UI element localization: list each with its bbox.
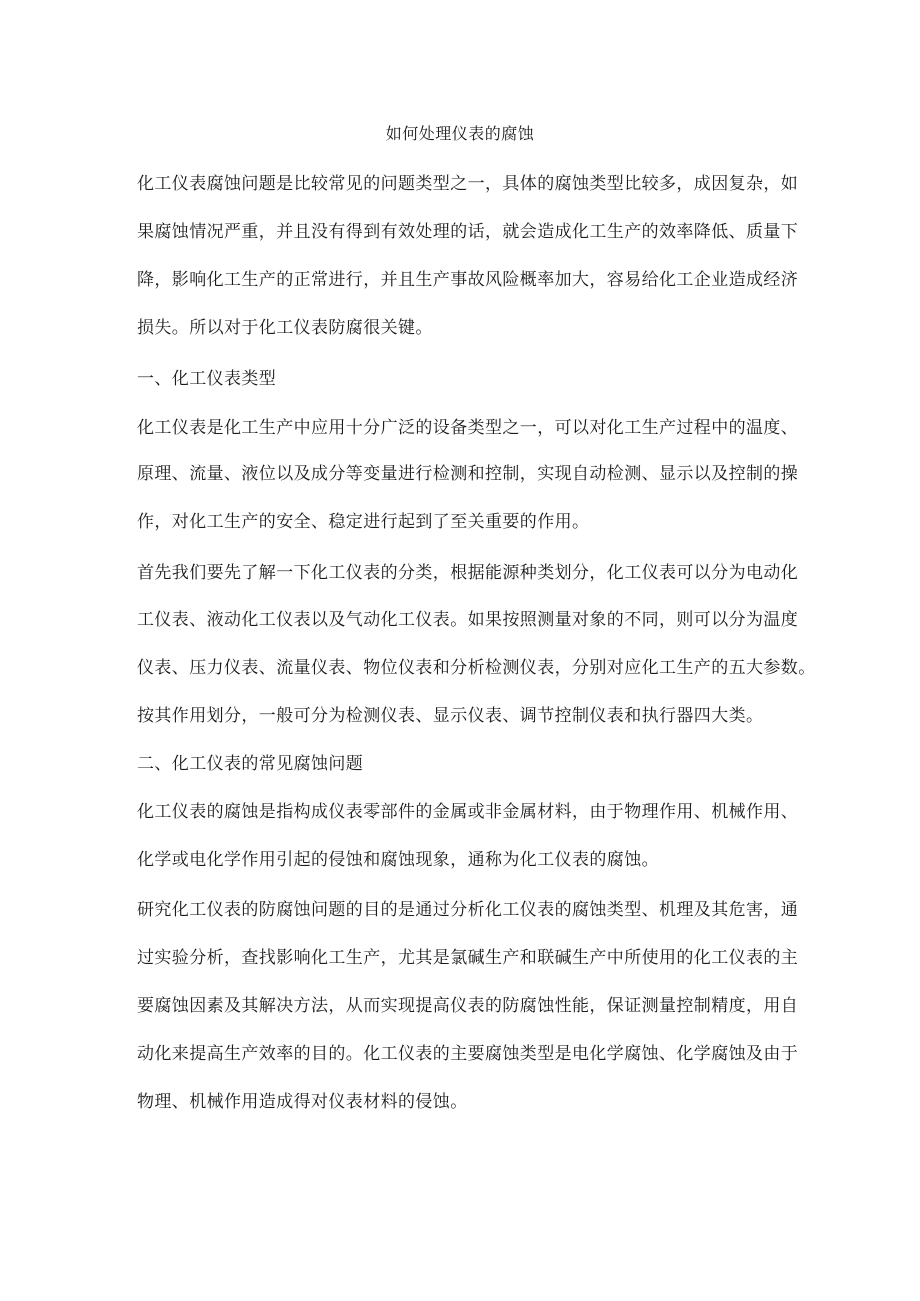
intro-line-3: 降，影响化工生产的正常进行，并且生产事故风险概率加大，容易给化工企业造成经济 (137, 270, 799, 290)
section1-para2-line-1: 首先我们要先了解一下化工仪表的分类，根据能源种类划分，化工仪表可以分为电动化 (137, 563, 799, 583)
intro-line-1: 化工仪表腐蚀问题是比较常见的问题类型之一，具体的腐蚀类型比较多，成因复杂，如 (137, 174, 799, 194)
section1-para1-line-2: 原理、流量、液位以及成分等变量进行检测和控制，实现自动检测、显示以及控制的操 (137, 464, 799, 484)
intro-line-2: 果腐蚀情况严重，并且没有得到有效处理的话，就会造成化工生产的效率降低、质量下 (137, 222, 799, 242)
section1-para2-line-4: 按其作用划分，一般可分为检测仪表、显示仪表、调节控制仪表和执行器四大类。 (137, 706, 764, 726)
section2-para2-line-3: 要腐蚀因素及其解决方法，从而实现提高仪表的防腐蚀性能，保证测量控制精度，用自 (137, 996, 799, 1016)
section2-para2-line-5: 物理、机械作用造成得对仪表材料的侵蚀。 (137, 1092, 468, 1112)
intro-line-4: 损失。所以对于化工仪表防腐很关键。 (137, 318, 433, 338)
document-title: 如何处理仪表的腐蚀 (385, 124, 535, 143)
section2-para1-line-1: 化工仪表的腐蚀是指构成仪表零部件的金属或非金属材料，由于物理作用、机械作用、 (137, 802, 799, 822)
section1-para1-line-3: 作，对化工生产的安全、稳定进行起到了至关重要的作用。 (137, 512, 590, 532)
section1-para2-line-2: 工仪表、液动化工仪表以及气动化工仪表。如果按照测量对象的不同，则可以分为温度 (137, 610, 799, 630)
section-heading-2: 二、化工仪表的常见腐蚀问题 (137, 754, 364, 774)
section1-para1-line-1: 化工仪表是化工生产中应用十分广泛的设备类型之一，可以对化工生产过程中的温度、 (137, 418, 799, 438)
section2-para2-line-1: 研究化工仪表的防腐蚀问题的目的是通过分析化工仪表的腐蚀类型、机理及其危害，通 (137, 900, 799, 920)
section-heading-1: 一、化工仪表类型 (137, 369, 277, 389)
section2-para2-line-4: 动化来提高生产效率的目的。化工仪表的主要腐蚀类型是电化学腐蚀、化学腐蚀及由于 (137, 1044, 799, 1064)
section1-para2-line-3: 仪表、压力仪表、流量仪表、物位仪表和分析检测仪表，分别对应化工生产的五大参数。 (137, 658, 816, 678)
section2-para2-line-2: 过实验分析，查找影响化工生产，尤其是氯碱生产和联碱生产中所使用的化工仪表的主 (137, 948, 799, 968)
section2-para1-line-2: 化学或电化学作用引起的侵蚀和腐蚀现象，通称为化工仪表的腐蚀。 (137, 850, 659, 870)
